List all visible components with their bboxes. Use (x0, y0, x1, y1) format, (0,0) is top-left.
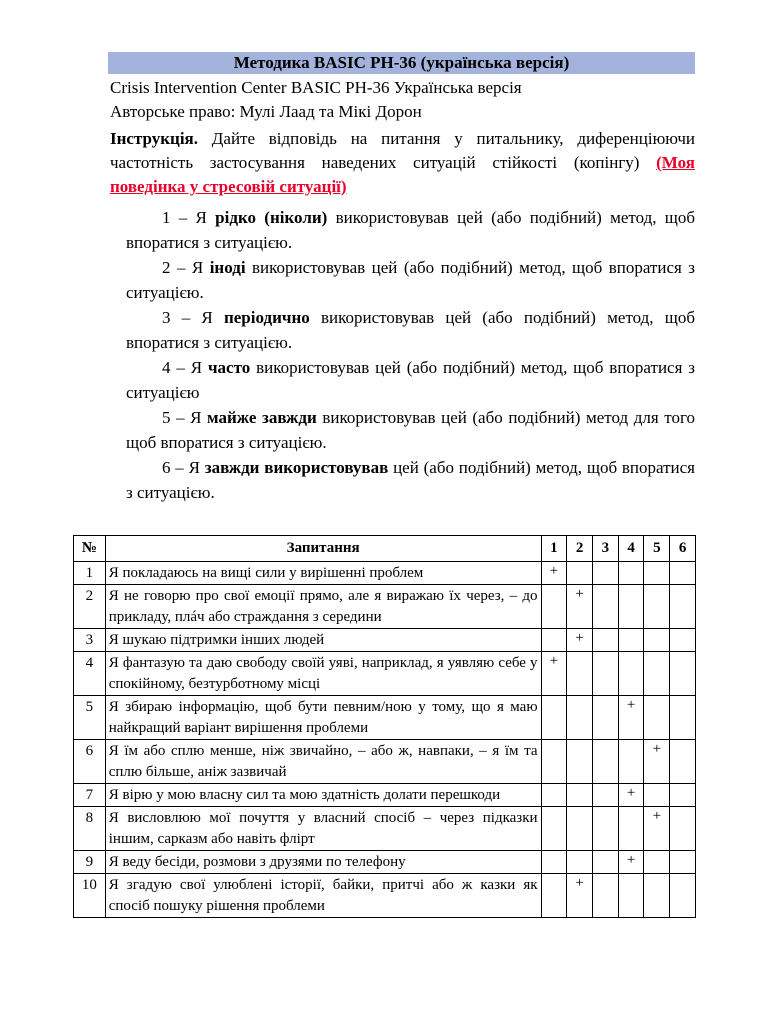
scale-frequency: рідко (ніколи) (215, 208, 328, 227)
table-row (74, 740, 696, 784)
answer-mark: + (549, 653, 559, 669)
scale-suffix: використовував цей (або подібний) метод, щоб впоратися з ситуацією. (126, 258, 695, 302)
scale-item (126, 255, 695, 305)
answer-cell-1[interactable] (541, 562, 567, 585)
answer-cell-5[interactable] (644, 652, 670, 696)
answer-cell-1[interactable] (541, 874, 567, 918)
answer-cell-2[interactable] (567, 652, 593, 696)
row-number: 5 (74, 696, 106, 740)
scale-frequency: періодично (223, 308, 310, 327)
answer-cell-5[interactable] (644, 851, 670, 874)
answer-cell-3[interactable] (593, 652, 619, 696)
answer-cell-2[interactable] (567, 784, 593, 807)
header-question: Запитання (105, 536, 541, 562)
question-text: Я згадую свої улюблені історії, байки, притчі або ж казки як спосіб пошуку рішення проблеми (105, 874, 541, 918)
answer-mark: + (626, 697, 636, 713)
copyright-line: Авторське право: Мулі Лаад та Мікі Дорон (110, 102, 422, 121)
scale-prefix: 2 – Я (162, 258, 210, 277)
answer-cell-4[interactable] (618, 652, 644, 696)
answer-cell-4[interactable] (618, 696, 644, 740)
answer-cell-2[interactable] (567, 562, 593, 585)
answer-cell-6[interactable] (670, 562, 696, 585)
answer-cell-2[interactable] (567, 585, 593, 629)
answer-cell-6[interactable] (670, 740, 696, 784)
table-header-row (74, 536, 696, 562)
answer-cell-2[interactable] (567, 629, 593, 652)
answer-mark: + (575, 630, 584, 646)
answer-cell-4[interactable] (618, 874, 644, 918)
answer-cell-4[interactable] (618, 629, 644, 652)
header-col-5: 5 (644, 536, 670, 562)
question-text: Я покладаюсь на вищі сили у вирішенні проблем (105, 562, 541, 585)
answer-cell-6[interactable] (670, 874, 696, 918)
answer-cell-1[interactable] (541, 784, 567, 807)
questionnaire-table (73, 535, 696, 918)
answer-mark: + (549, 563, 559, 579)
scale-frequency: іноді (209, 258, 246, 277)
answer-cell-5[interactable] (644, 585, 670, 629)
header-col-2: 2 (567, 536, 593, 562)
scale-suffix: використовував цей (або подібний) метод, щоб впоратися з ситуацією. (126, 208, 696, 252)
answer-cell-3[interactable] (593, 585, 619, 629)
answer-cell-3[interactable] (593, 784, 619, 807)
answer-cell-4[interactable] (618, 585, 644, 629)
answer-cell-5[interactable] (644, 629, 670, 652)
answer-cell-2[interactable] (567, 851, 593, 874)
answer-cell-3[interactable] (593, 629, 619, 652)
answer-cell-5[interactable] (644, 740, 670, 784)
instruction-highlight: (Моя поведінка у стресовій ситуації) (110, 153, 695, 196)
header-col-3: 3 (593, 536, 619, 562)
row-number: 6 (74, 740, 106, 784)
answer-cell-3[interactable] (593, 874, 619, 918)
answer-cell-6[interactable] (670, 629, 696, 652)
answer-cell-2[interactable] (567, 696, 593, 740)
answer-cell-6[interactable] (670, 851, 696, 874)
answer-cell-2[interactable] (567, 874, 593, 918)
answer-cell-1[interactable] (541, 807, 567, 851)
answer-cell-4[interactable] (618, 784, 644, 807)
scale-frequency: майже завжди (207, 408, 317, 427)
instruction-paragraph (110, 127, 695, 199)
table-row (74, 807, 696, 851)
answer-cell-6[interactable] (670, 784, 696, 807)
answer-cell-2[interactable] (567, 807, 593, 851)
table-row (74, 784, 696, 807)
scale-item (126, 305, 695, 355)
answer-mark: + (575, 586, 584, 602)
question-text: Я збираю інформацію, щоб бути певним/ною у тому, що я маю найкращий варіант вирішення проблеми (105, 696, 541, 740)
answer-cell-5[interactable] (644, 562, 670, 585)
question-text: Я висловлюю мої почуття у власний спосіб – через підказки іншим, сарказм або навіть флірт (105, 807, 541, 851)
answer-cell-3[interactable] (593, 740, 619, 784)
instruction-text: Дайте відповідь на питання у питальнику, диференціюючи частотність застосування наведених ситуацій стійкості (копінгу) (110, 129, 695, 172)
answer-mark: + (652, 808, 662, 824)
answer-cell-5[interactable] (644, 784, 670, 807)
question-text: Я шукаю підтримки інших людей (105, 629, 541, 652)
scale-prefix: 6 – Я (162, 458, 205, 477)
answer-mark: + (652, 741, 662, 757)
answer-cell-3[interactable] (593, 807, 619, 851)
question-text: Я не говорю про свої емоції прямо, але я виражаю їх через, – до прикладу, плáч або страждання з середини (105, 585, 541, 629)
table-row (74, 874, 696, 918)
row-number: 1 (74, 562, 106, 585)
table-row (74, 562, 696, 585)
scale-item (126, 355, 695, 405)
row-number: 8 (74, 807, 106, 851)
answer-cell-1[interactable] (541, 740, 567, 784)
question-text: Я їм або сплю менше, ніж звичайно, – або ж, навпаки, – я їм та сплю більше, аніж зазвичай (105, 740, 541, 784)
answer-cell-4[interactable] (618, 807, 644, 851)
row-number: 7 (74, 784, 106, 807)
scale-prefix: 4 – Я (162, 358, 208, 377)
scale-prefix: 3 – Я (162, 308, 224, 327)
instruction-label: Інструкція. (110, 129, 199, 148)
answer-cell-4[interactable] (618, 562, 644, 585)
answer-cell-6[interactable] (670, 696, 696, 740)
scale-suffix: використовував цей (або подібний) метод, щоб впоратися з ситуацією (126, 358, 695, 402)
answer-cell-6[interactable] (670, 807, 696, 851)
answer-cell-1[interactable] (541, 851, 567, 874)
scale-item (126, 205, 695, 255)
header-col-4: 4 (618, 536, 644, 562)
answer-cell-3[interactable] (593, 696, 619, 740)
question-text: Я фантазую та даю свободу своїй уяві, наприклад, я уявляю себе у спокійному, безтурботному місці (105, 652, 541, 696)
answer-cell-2[interactable] (567, 740, 593, 784)
answer-mark: + (575, 875, 584, 891)
scale-frequency: завжди використовував (204, 458, 389, 477)
header-col-1: 1 (541, 536, 567, 562)
scale-frequency: часто (207, 358, 251, 377)
question-text: Я веду бесіди, розмови з друзями по телефону (105, 851, 541, 874)
row-number: 9 (74, 851, 106, 874)
table-row (74, 851, 696, 874)
subtitle: Crisis Intervention Center BASIC PH-36 Українська версія (110, 78, 522, 97)
answer-cell-1[interactable] (541, 585, 567, 629)
answer-cell-5[interactable] (644, 807, 670, 851)
answer-cell-6[interactable] (670, 652, 696, 696)
scale-item (126, 405, 695, 455)
question-text: Я вірю у мою власну сил та мою здатність долати перешкоди (105, 784, 541, 807)
table-row (74, 585, 696, 629)
answer-cell-3[interactable] (593, 562, 619, 585)
row-number: 4 (74, 652, 106, 696)
header-number: № (74, 536, 106, 562)
scale-prefix: 1 – Я (162, 208, 216, 227)
answer-mark: + (626, 852, 636, 868)
table-row (74, 652, 696, 696)
header-col-6: 6 (670, 536, 696, 562)
table-row (74, 629, 696, 652)
answer-cell-1[interactable] (541, 696, 567, 740)
answer-cell-6[interactable] (670, 585, 696, 629)
answer-cell-5[interactable] (644, 696, 670, 740)
row-number: 10 (74, 874, 106, 918)
answer-mark: + (626, 785, 636, 801)
scale-suffix: використовував цей (або подібний) метод для того щоб впоратися з ситуацією. (126, 408, 695, 452)
answer-cell-3[interactable] (593, 851, 619, 874)
answer-cell-4[interactable] (618, 740, 644, 784)
scale-suffix: використовував цей (або подібний) метод, щоб впоратися з ситуацією. (126, 308, 696, 352)
row-number: 2 (74, 585, 106, 629)
scale-suffix: цей (або подібний) метод, щоб впоратися з ситуацією. (126, 458, 696, 502)
answer-cell-5[interactable] (644, 874, 670, 918)
scale-item (126, 455, 695, 505)
scale-prefix: 5 – Я (162, 408, 208, 427)
answer-cell-1[interactable] (541, 652, 567, 696)
table-row (74, 696, 696, 740)
answer-cell-1[interactable] (541, 629, 567, 652)
answer-cell-4[interactable] (618, 851, 644, 874)
document-title: Методика BASIC PH-36 (українська версія) (108, 52, 695, 74)
row-number: 3 (74, 629, 106, 652)
